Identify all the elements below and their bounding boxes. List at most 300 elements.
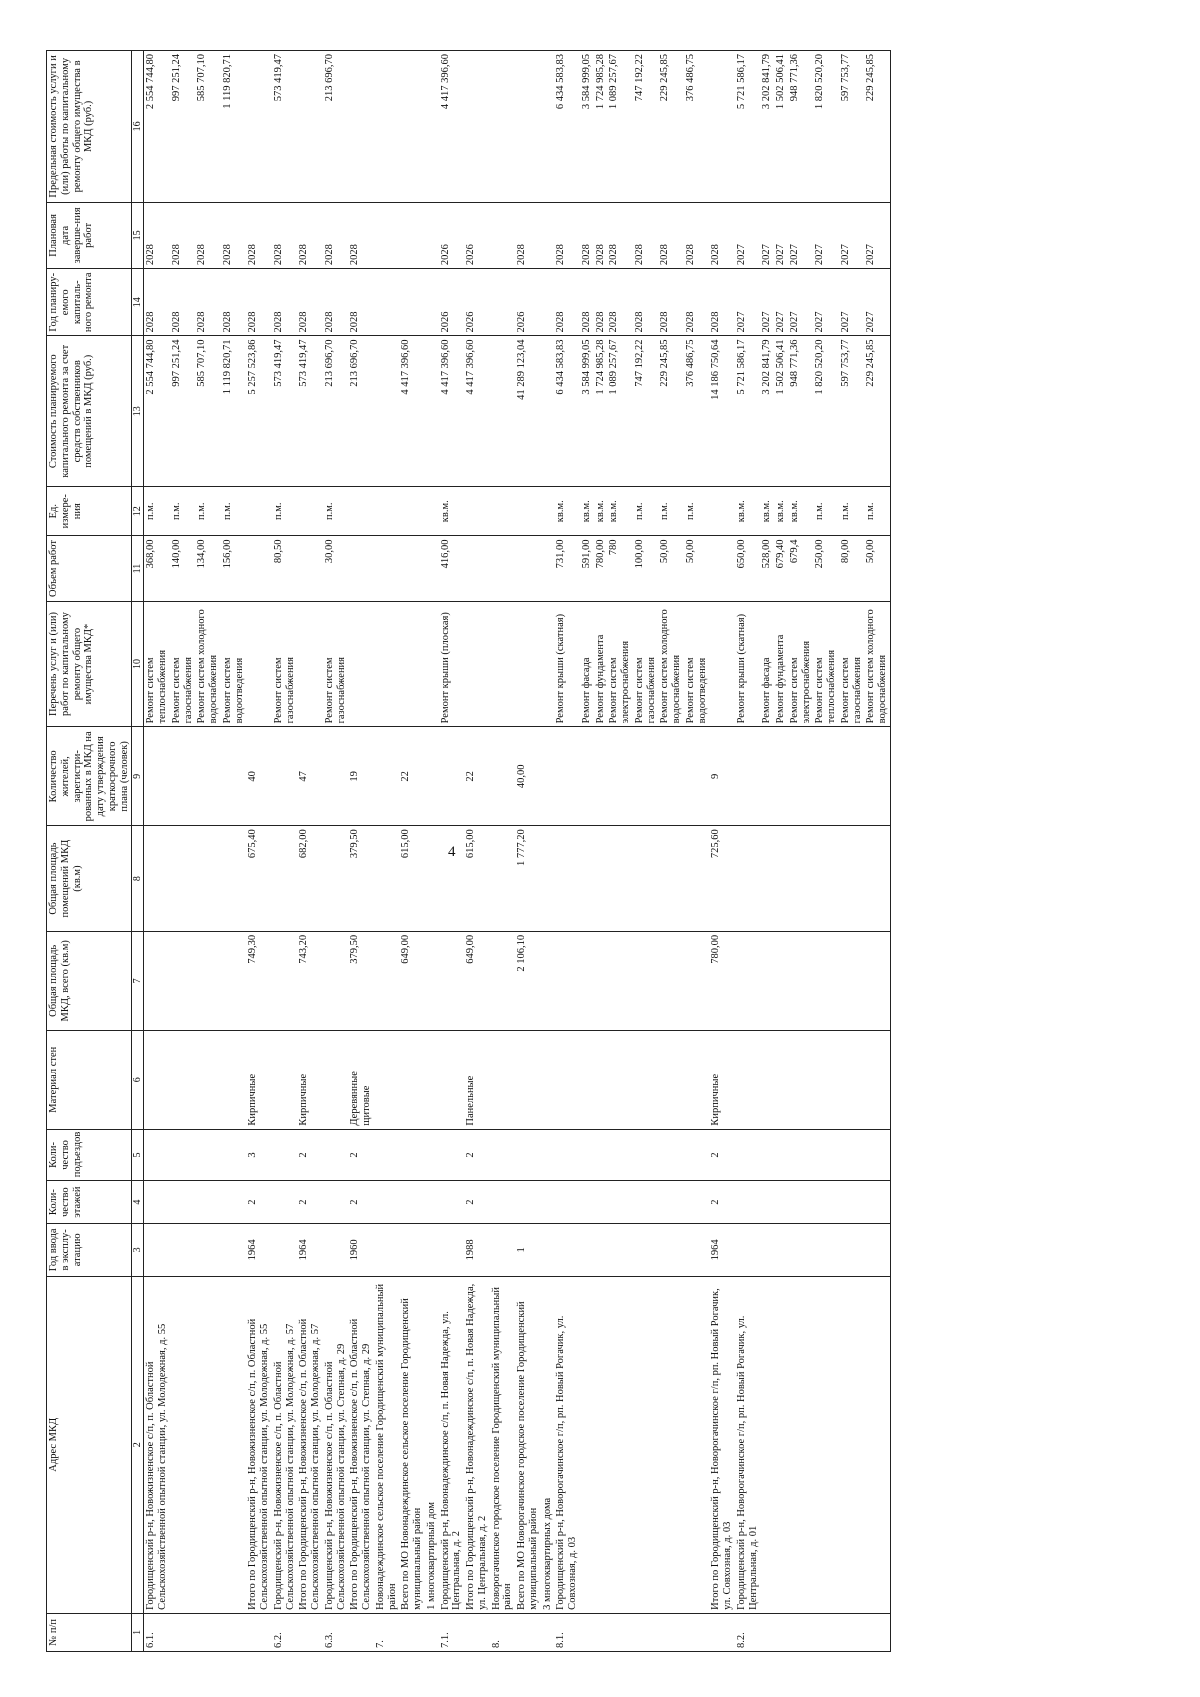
header-row [47,51,132,1652]
work-volume-cell: 156,00 [221,536,247,601]
row-number-cell [221,1613,247,1651]
work-type-cell: Ремонт фасада [760,601,774,727]
max-cost-cell: 948 771,36 [788,51,814,203]
wall-material-cell [144,1030,170,1129]
residents-cell [607,727,633,826]
row-number-cell [425,1613,439,1651]
address-cell [633,1276,659,1613]
completion-date-cell: 2028 [580,202,594,268]
row-number-cell [348,1613,374,1651]
address-cell: Городищенский р-н, Новорогачинское г/п, рп. Новый Рогачик, ул. Совхозная, д. 03 [554,1276,580,1613]
max-cost-cell [541,51,555,203]
commission-year-cell: 1964 [297,1223,323,1276]
commission-year-cell: 1964 [709,1223,735,1276]
work-type-cell [515,601,541,727]
completion-date-cell [490,202,516,268]
planned-cost-cell: 213 696,70 [348,336,374,487]
column-number: 9 [132,727,144,826]
max-cost-cell: 229 245,85 [864,51,890,203]
address-cell [760,1276,774,1613]
entrances-cell [439,1129,465,1181]
wall-material-cell [839,1030,865,1129]
residents-cell [425,727,439,826]
completion-date-cell: 2028 [297,202,323,268]
work-volume-cell: 80,00 [839,536,865,601]
completion-date-cell: 2028 [272,202,298,268]
unit-cell: кв.м. [594,487,608,536]
address-cell [580,1276,594,1613]
floors-cell [554,1181,580,1224]
row-number-cell [297,1613,323,1651]
column-header: Количество жителей, зарегистри-рованных в МКД на дату утверждения краткосрочного плана (человек) [47,727,132,826]
completion-date-cell: 2028 [170,202,196,268]
entrances-cell: 2 [297,1129,323,1181]
repair-year-cell: 2027 [864,269,890,336]
entrances-cell [580,1129,594,1181]
total-area-cell [580,931,594,1030]
planned-cost-cell [490,336,516,487]
max-cost-cell: 3 202 841,79 [760,51,774,203]
column-header: Год ввода в эксплу-атацию [47,1223,132,1276]
completion-date-cell: 2027 [788,202,814,268]
residents-cell [323,727,349,826]
address-cell: Всего по МО Новонадеждинское сельское поселение Городищенский муниципальный район [399,1276,425,1613]
work-volume-cell: 250,00 [813,536,839,601]
planned-cost-cell: 1 820 520,20 [813,336,839,487]
floors-cell: 2 [348,1181,374,1224]
work-volume-cell [425,536,439,601]
address-cell: Итого по Городищенский р-н, Новожизненское с/п, п. Областной Сельскохозяйственной опытной станции, ул. Молодежная, д. 55 [246,1276,272,1613]
repair-year-cell: 2027 [774,269,788,336]
address-cell [594,1276,608,1613]
repair-year-cell: 2027 [760,269,774,336]
completion-date-cell: 2028 [684,202,710,268]
unit-cell [709,487,735,536]
planned-cost-cell: 1 119 820,71 [221,336,247,487]
wall-material-cell [813,1030,839,1129]
commission-year-cell [735,1223,761,1276]
work-volume-cell [246,536,272,601]
commission-year-cell [554,1223,580,1276]
completion-date-cell: 2028 [195,202,221,268]
work-type-cell: Ремонт систем водоотведения [221,601,247,727]
column-header: Перечень услуг и (или) работ по капитальному ремонту общего имущества МКД* [47,601,132,727]
table-row [464,51,490,1652]
work-type-cell: Ремонт крыши (скатная) [735,601,761,727]
wall-material-cell [439,1030,465,1129]
floors-cell [607,1181,633,1224]
repair-year-cell: 2027 [839,269,865,336]
total-area-cell [490,931,516,1030]
work-type-cell: Ремонт систем газоснабжения [839,601,865,727]
residents-cell [864,727,890,826]
planned-cost-cell: 41 289 123,04 [515,336,541,487]
table-row [490,51,516,1652]
completion-date-cell [399,202,425,268]
floors-cell [221,1181,247,1224]
wall-material-cell [323,1030,349,1129]
work-type-cell: Ремонт систем газоснабжения [272,601,298,727]
floors-cell [425,1181,439,1224]
floors-cell: 2 [709,1181,735,1224]
address-cell [658,1276,684,1613]
premises-area-cell: 682,00 [297,826,323,932]
planned-cost-cell [425,336,439,487]
total-area-cell [144,931,170,1030]
repair-year-cell: 2028 [144,269,170,336]
table-row [788,51,814,1652]
total-area-cell [541,931,555,1030]
work-volume-cell [348,536,374,601]
floors-cell [439,1181,465,1224]
unit-cell: п.м. [864,487,890,536]
residents-cell [439,727,465,826]
residents-cell [272,727,298,826]
planned-cost-cell: 5 257 523,86 [246,336,272,487]
address-cell: Городищенский р-н, Новонадеждинское с/п, п. Новая Надежда, ул. Центральная, д. 2 [439,1276,465,1613]
column-number: 5 [132,1129,144,1181]
total-area-cell [195,931,221,1030]
column-header: Объем работ [47,536,132,601]
table-row [170,51,196,1652]
work-type-cell: Ремонт фундамента [774,601,788,727]
residents-cell: 47 [297,727,323,826]
row-number-cell: 6.3. [323,1613,349,1651]
column-number-row [132,51,144,1652]
total-area-cell [554,931,580,1030]
completion-date-cell: 2027 [864,202,890,268]
commission-year-cell [144,1223,170,1276]
address-cell [195,1276,221,1613]
row-number-cell [399,1613,425,1651]
completion-date-cell: 2028 [144,202,170,268]
total-area-cell [760,931,774,1030]
wall-material-cell [374,1030,400,1129]
row-number-cell [464,1613,490,1651]
max-cost-cell: 4 417 396,60 [439,51,465,203]
work-volume-cell: 100,00 [633,536,659,601]
planned-cost-cell: 229 245,85 [864,336,890,487]
table-row [515,51,541,1652]
entrances-cell: 3 [246,1129,272,1181]
table-row [348,51,374,1652]
row-number-cell [246,1613,272,1651]
planned-cost-cell: 376 486,75 [684,336,710,487]
address-cell: Новорогачинское городское поселение Городищенский муниципальный район [490,1276,516,1613]
commission-year-cell [633,1223,659,1276]
table-row [760,51,774,1652]
entrances-cell [813,1129,839,1181]
work-volume-cell: 731,00 [554,536,580,601]
repair-year-cell: 2028 [580,269,594,336]
entrances-cell [760,1129,774,1181]
row-number-cell: 8.2. [735,1613,761,1651]
premises-area-cell [221,826,247,932]
address-cell: 1 многоквартирный дом [425,1276,439,1613]
residents-cell [774,727,788,826]
wall-material-cell: Панельные [464,1030,490,1129]
residents-cell: 22 [399,727,425,826]
unit-cell [515,487,541,536]
table-row [813,51,839,1652]
column-header: Общая площадь МКД, всего (кв.м) [47,931,132,1030]
unit-cell: кв.м. [735,487,761,536]
total-area-cell [864,931,890,1030]
premises-area-cell [864,826,890,932]
page-number: 4 [448,844,456,860]
row-number-cell [864,1613,890,1651]
commission-year-cell [374,1223,400,1276]
table-row [195,51,221,1652]
work-volume-cell: 50,00 [684,536,710,601]
unit-cell: п.м. [839,487,865,536]
wall-material-cell [788,1030,814,1129]
total-area-cell: 780,00 [709,931,735,1030]
max-cost-cell: 213 696,70 [323,51,349,203]
repair-year-cell: 2028 [170,269,196,336]
work-volume-cell [399,536,425,601]
wall-material-cell [760,1030,774,1129]
address-cell: Городищенский р-н, Новорогачинское г/п, рп. Новый Рогачик, ул. Центральная, д. 01 [735,1276,761,1613]
commission-year-cell [541,1223,555,1276]
entrances-cell [788,1129,814,1181]
work-volume-cell: 140,00 [170,536,196,601]
max-cost-cell: 229 245,85 [658,51,684,203]
residents-cell [788,727,814,826]
completion-date-cell: 2028 [246,202,272,268]
max-cost-cell [297,51,323,203]
wall-material-cell [774,1030,788,1129]
max-cost-cell [515,51,541,203]
work-type-cell [464,601,490,727]
commission-year-cell: 1964 [246,1223,272,1276]
unit-cell [374,487,400,536]
commission-year-cell [425,1223,439,1276]
row-number-cell: 6.2. [272,1613,298,1651]
completion-date-cell: 2028 [607,202,633,268]
table-row [864,51,890,1652]
floors-cell: 2 [246,1181,272,1224]
planned-cost-cell: 4 417 396,60 [464,336,490,487]
wall-material-cell [541,1030,555,1129]
table-row [607,51,633,1652]
total-area-cell [439,931,465,1030]
unit-cell [541,487,555,536]
repair-year-cell: 2028 [221,269,247,336]
total-area-cell: 379,50 [348,931,374,1030]
planned-cost-cell: 597 753,77 [839,336,865,487]
unit-cell: п.м. [272,487,298,536]
repair-year-cell: 2028 [246,269,272,336]
completion-date-cell: 2028 [515,202,541,268]
total-area-cell [272,931,298,1030]
row-number-cell [788,1613,814,1651]
max-cost-cell [464,51,490,203]
completion-date-cell: 2028 [323,202,349,268]
work-type-cell: Ремонт систем газоснабжения [633,601,659,727]
wall-material-cell: Кирпичные [246,1030,272,1129]
commission-year-cell: 1960 [348,1223,374,1276]
column-header: Коли-чество этажей [47,1181,132,1224]
commission-year-cell: 1988 [464,1223,490,1276]
entrances-cell [554,1129,580,1181]
residents-cell: 40 [246,727,272,826]
max-cost-cell: 747 192,22 [633,51,659,203]
wall-material-cell [490,1030,516,1129]
column-number: 3 [132,1223,144,1276]
completion-date-cell: 2027 [774,202,788,268]
premises-area-cell [658,826,684,932]
premises-area-cell [554,826,580,932]
row-number-cell [633,1613,659,1651]
repair-year-cell: 2028 [709,269,735,336]
column-number: 14 [132,269,144,336]
max-cost-cell: 573 419,47 [272,51,298,203]
max-cost-cell: 1 089 257,67 [607,51,633,203]
entrances-cell [839,1129,865,1181]
max-cost-cell: 376 486,75 [684,51,710,203]
work-type-cell [297,601,323,727]
completion-date-cell [374,202,400,268]
work-type-cell: Ремонт систем электроснабжения [788,601,814,727]
floors-cell [760,1181,774,1224]
table-row [323,51,349,1652]
work-volume-cell: 368,00 [144,536,170,601]
premises-area-cell [144,826,170,932]
work-type-cell [399,601,425,727]
residents-cell [839,727,865,826]
total-area-cell [170,931,196,1030]
max-cost-cell [490,51,516,203]
max-cost-cell [709,51,735,203]
address-cell [774,1276,788,1613]
repair-year-cell: 2028 [633,269,659,336]
repair-year-cell: 2028 [323,269,349,336]
unit-cell: п.м. [633,487,659,536]
unit-cell [425,487,439,536]
table-row [839,51,865,1652]
commission-year-cell [580,1223,594,1276]
floors-cell [658,1181,684,1224]
repair-year-cell: 2027 [735,269,761,336]
wall-material-cell [515,1030,541,1129]
entrances-cell [170,1129,196,1181]
completion-date-cell [425,202,439,268]
work-volume-cell: 679,4 [788,536,814,601]
planned-cost-cell: 573 419,47 [297,336,323,487]
unit-cell: п.м. [684,487,710,536]
residents-cell [554,727,580,826]
address-cell [170,1276,196,1613]
repair-year-cell: 2027 [788,269,814,336]
planned-cost-cell: 1 089 257,67 [607,336,633,487]
planned-cost-cell: 1 724 985,28 [594,336,608,487]
planned-cost-cell: 3 202 841,79 [760,336,774,487]
row-number-cell: 8. [490,1613,516,1651]
table-row [246,51,272,1652]
entrances-cell [272,1129,298,1181]
planned-cost-cell: 14 186 750,64 [709,336,735,487]
max-cost-cell: 997 251,24 [170,51,196,203]
wall-material-cell [170,1030,196,1129]
entrances-cell [515,1129,541,1181]
column-header: Адрес МКД [47,1276,132,1613]
premises-area-cell [633,826,659,932]
table-row [221,51,247,1652]
commission-year-cell [439,1223,465,1276]
unit-cell [246,487,272,536]
address-cell: 3 многоквартирных дома [541,1276,555,1613]
address-cell: Городищенский р-н, Новожизненское с/п, п. Областной Сельскохозяйственной опытной станции, ул. Степная, д. 29 [323,1276,349,1613]
row-number-cell [594,1613,608,1651]
wall-material-cell [735,1030,761,1129]
total-area-cell [323,931,349,1030]
column-number: 12 [132,487,144,536]
premises-area-cell [439,826,465,932]
unit-cell: кв.м. [554,487,580,536]
completion-date-cell: 2028 [348,202,374,268]
premises-area-cell [607,826,633,932]
planned-cost-cell: 5 721 586,17 [735,336,761,487]
work-volume-cell: 780,00 [594,536,608,601]
row-number-cell: 7. [374,1613,400,1651]
row-number-cell [580,1613,594,1651]
row-number-cell: 8.1. [554,1613,580,1651]
column-header: Ед. измере-ния [47,487,132,536]
max-cost-cell: 1 119 820,71 [221,51,247,203]
repair-year-cell: 2028 [607,269,633,336]
residents-cell [541,727,555,826]
residents-cell [684,727,710,826]
table-row [144,51,170,1652]
repair-year-cell: 2028 [272,269,298,336]
work-type-cell: Ремонт систем электроснабжения [607,601,633,727]
work-type-cell: Ремонт крыши (плоская) [439,601,465,727]
row-number-cell [684,1613,710,1651]
address-cell [813,1276,839,1613]
premises-area-cell [813,826,839,932]
repair-year-cell [399,269,425,336]
residents-cell [633,727,659,826]
wall-material-cell: Деревянные щитовые [348,1030,374,1129]
work-type-cell: Ремонт систем водоотведения [684,601,710,727]
work-volume-cell: 50,00 [864,536,890,601]
repair-year-cell: 2026 [439,269,465,336]
work-volume-cell: 780 [607,536,633,601]
total-area-cell [607,931,633,1030]
planned-cost-cell: 948 771,36 [788,336,814,487]
work-volume-cell: 528,00 [760,536,774,601]
repair-year-cell [374,269,400,336]
residents-cell [170,727,196,826]
entrances-cell [541,1129,555,1181]
column-number: 8 [132,826,144,932]
planned-cost-cell: 573 419,47 [272,336,298,487]
capital-repair-table [46,50,891,1652]
completion-date-cell: 2028 [554,202,580,268]
completion-date-cell: 2028 [221,202,247,268]
floors-cell [580,1181,594,1224]
total-area-cell [839,931,865,1030]
work-type-cell: Ремонт систем газоснабжения [170,601,196,727]
work-type-cell [541,601,555,727]
table-row [272,51,298,1652]
premises-area-cell [788,826,814,932]
work-volume-cell [490,536,516,601]
table-row [374,51,400,1652]
floors-cell [541,1181,555,1224]
premises-area-cell: 615,00 [464,826,490,932]
